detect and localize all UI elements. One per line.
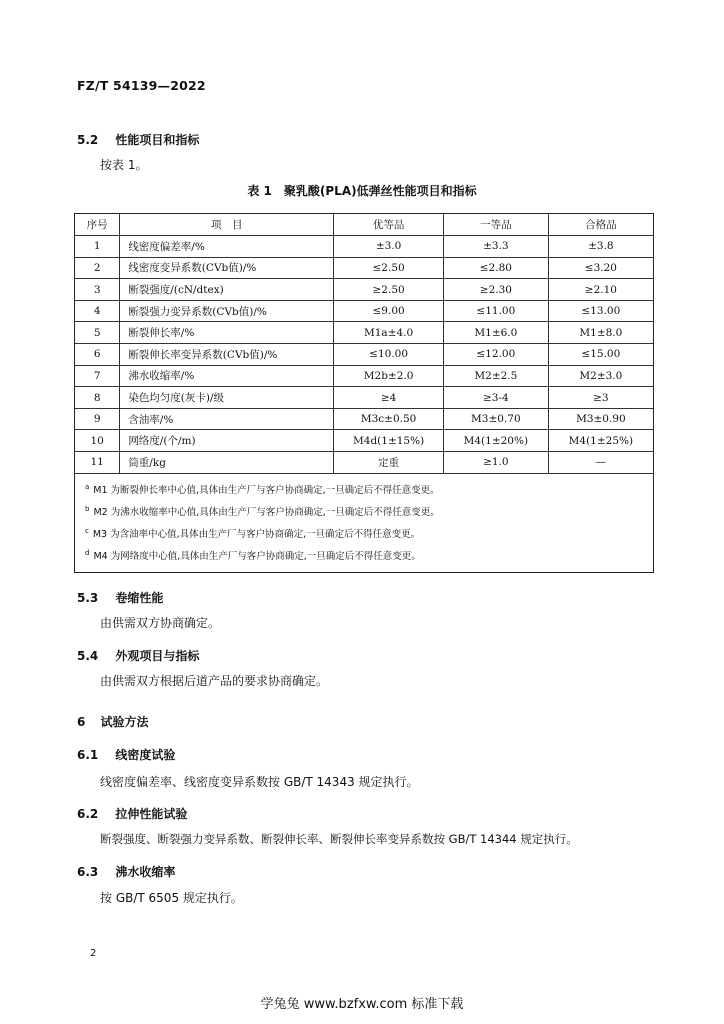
cell-qualified: ≤3.20 — [548, 257, 653, 279]
heading-title: 性能项目和指标 — [115, 133, 200, 147]
footnote-mark: a — [85, 482, 90, 491]
cell-item: 含油率/% — [120, 408, 334, 430]
cell-premium: ±3.0 — [334, 236, 444, 258]
table-row — [75, 387, 653, 409]
heading-title: 线密度试验 — [115, 748, 176, 762]
cell-qualified: ≤15.00 — [548, 344, 653, 366]
footnote-text: M3 为含油率中心值,具体由生产厂与客户协商确定,一旦确定后不得任意变更。 — [92, 529, 421, 541]
heading-6-2 — [77, 803, 187, 822]
heading-number: 6.1 — [77, 748, 99, 762]
heading-5-3 — [77, 587, 163, 606]
performance-table — [74, 213, 654, 573]
cell-item: 网络度/(个/m) — [120, 430, 334, 452]
paragraph-5-2: 按表 1。 — [100, 158, 148, 172]
heading-number: 6 — [77, 715, 86, 729]
cell-first-grade: ≥1.0 — [443, 452, 548, 474]
cell-index: 11 — [75, 452, 120, 474]
cell-first-grade: ≥2.30 — [443, 279, 548, 301]
cell-premium: M3c±0.50 — [334, 408, 444, 430]
cell-first-grade: M4(1±20%) — [443, 430, 548, 452]
footnote-mark: c — [85, 526, 89, 535]
heading-number: 6.2 — [77, 807, 99, 821]
table-row — [75, 236, 653, 258]
footnote-text: M4 为网络度中心值,具体由生产厂与客户协商确定,一旦确定后不得任意变更。 — [93, 551, 421, 563]
cell-premium: M2b±2.0 — [334, 365, 444, 387]
heading-title: 试验方法 — [100, 715, 149, 729]
table-row — [75, 344, 653, 366]
table-header-row — [75, 214, 653, 236]
cell-first-grade: ≥3-4 — [443, 387, 548, 409]
table-row — [75, 452, 653, 474]
table-row — [75, 257, 653, 279]
cell-first-grade: ±3.3 — [443, 236, 548, 258]
cell-first-grade: M2±2.5 — [443, 365, 548, 387]
cell-item: 线密度偏差率/% — [120, 236, 334, 258]
table-row — [75, 430, 653, 452]
footnote — [85, 500, 645, 522]
table-caption-number: 表 1 — [247, 184, 272, 198]
cell-qualified: ≤13.00 — [548, 300, 653, 322]
site-watermark: 学兔兔 www.bzfxw.com 标准下载 — [260, 997, 464, 1012]
cell-index: 3 — [75, 279, 120, 301]
heading-title: 外观项目与指标 — [115, 649, 200, 663]
cell-premium: ≤10.00 — [334, 344, 444, 366]
table-row — [75, 365, 653, 387]
cell-index: 2 — [75, 257, 120, 279]
cell-index: 5 — [75, 322, 120, 344]
table-row — [75, 408, 653, 430]
cell-index: 7 — [75, 365, 120, 387]
cell-premium: M1a±4.0 — [334, 322, 444, 344]
cell-index: 10 — [75, 430, 120, 452]
footnote-mark: d — [85, 549, 90, 558]
standard-code: FZ/T 54139—2022 — [77, 78, 206, 93]
cell-qualified: M1±8.0 — [548, 322, 653, 344]
heading-number: 5.4 — [77, 649, 99, 663]
cell-item: 线密度变异系数(CVb值)/% — [120, 257, 334, 279]
cell-qualified: ±3.8 — [548, 236, 653, 258]
cell-item: 断裂强力变异系数(CVb值)/% — [120, 300, 334, 322]
footnote — [85, 544, 645, 566]
footnote-row — [75, 473, 653, 572]
footnote-text: M2 为沸水收缩率中心值,具体由生产厂与客户协商确定,一旦确定后不得任意变更。 — [93, 506, 440, 518]
heading-number: 5.3 — [77, 591, 99, 605]
header-first-grade: 一等品 — [443, 214, 548, 236]
cell-premium: ≥4 — [334, 387, 444, 409]
cell-first-grade: ≤11.00 — [443, 300, 548, 322]
cell-premium: ≤2.50 — [334, 257, 444, 279]
paragraph-6-3: 按 GB/T 6505 规定执行。 — [100, 891, 243, 905]
table-caption — [0, 182, 724, 199]
footnote — [85, 522, 645, 544]
cell-qualified: — — [548, 452, 653, 474]
cell-item: 断裂伸长率变异系数(CVb值)/% — [120, 344, 334, 366]
cell-qualified: M3±0.90 — [548, 408, 653, 430]
cell-index: 6 — [75, 344, 120, 366]
heading-5-4 — [77, 645, 199, 664]
heading-6 — [77, 711, 148, 730]
heading-title: 沸水收缩率 — [115, 865, 176, 879]
cell-first-grade: M1±6.0 — [443, 322, 548, 344]
cell-qualified: M2±3.0 — [548, 365, 653, 387]
cell-index: 8 — [75, 387, 120, 409]
footnote-mark: b — [85, 504, 90, 513]
cell-index: 9 — [75, 408, 120, 430]
cell-qualified: ≥3 — [548, 387, 653, 409]
cell-qualified: M4(1±25%) — [548, 430, 653, 452]
header-qualified: 合格品 — [548, 214, 653, 236]
paragraph-6-2: 断裂强度、断裂强力变异系数、断裂伸长率、断裂伸长率变异系数按 GB/T 14344 规定执行。 — [100, 832, 578, 846]
cell-item: 断裂强度/(cN/dtex) — [120, 279, 334, 301]
cell-item: 断裂伸长率/% — [120, 322, 334, 344]
cell-index: 1 — [75, 236, 120, 258]
table-row — [75, 279, 653, 301]
table-row — [75, 300, 653, 322]
table-caption-title: 聚乳酸(PLA)低弹丝性能项目和指标 — [283, 184, 477, 198]
cell-premium: 定重 — [334, 452, 444, 474]
cell-premium: ≤9.00 — [334, 300, 444, 322]
footnote-text: M1 为断裂伸长率中心值,具体由生产厂与客户协商确定,一旦确定后不得任意变更。 — [93, 484, 440, 496]
header-premium: 优等品 — [334, 214, 444, 236]
cell-item: 沸水收缩率/% — [120, 365, 334, 387]
page-number: 2 — [90, 948, 97, 959]
header-index: 序号 — [75, 214, 120, 236]
cell-qualified: ≥2.10 — [548, 279, 653, 301]
heading-6-3 — [77, 861, 175, 880]
footnote — [85, 478, 645, 500]
cell-item: 筒重/kg — [120, 452, 334, 474]
paragraph-6-1: 线密度偏差率、线密度变异系数按 GB/T 14343 规定执行。 — [100, 775, 419, 789]
heading-number: 5.2 — [77, 133, 99, 147]
header-item: 项 目 — [120, 214, 334, 236]
cell-premium: ≥2.50 — [334, 279, 444, 301]
paragraph-5-4: 由供需双方根据后道产品的要求协商确定。 — [100, 674, 329, 688]
cell-first-grade: M3±0.70 — [443, 408, 548, 430]
cell-premium: M4d(1±15%) — [334, 430, 444, 452]
cell-first-grade: ≤12.00 — [443, 344, 548, 366]
heading-number: 6.3 — [77, 865, 99, 879]
cell-item: 染色均匀度(灰卡)/级 — [120, 387, 334, 409]
heading-title: 拉伸性能试验 — [115, 807, 188, 821]
heading-title: 卷缩性能 — [115, 591, 164, 605]
heading-6-1 — [77, 744, 175, 763]
table-row — [75, 322, 653, 344]
paragraph-5-3: 由供需双方协商确定。 — [100, 616, 221, 630]
cell-index: 4 — [75, 300, 120, 322]
table-footnotes — [75, 473, 653, 572]
heading-5-2 — [77, 129, 199, 148]
cell-first-grade: ≤2.80 — [443, 257, 548, 279]
